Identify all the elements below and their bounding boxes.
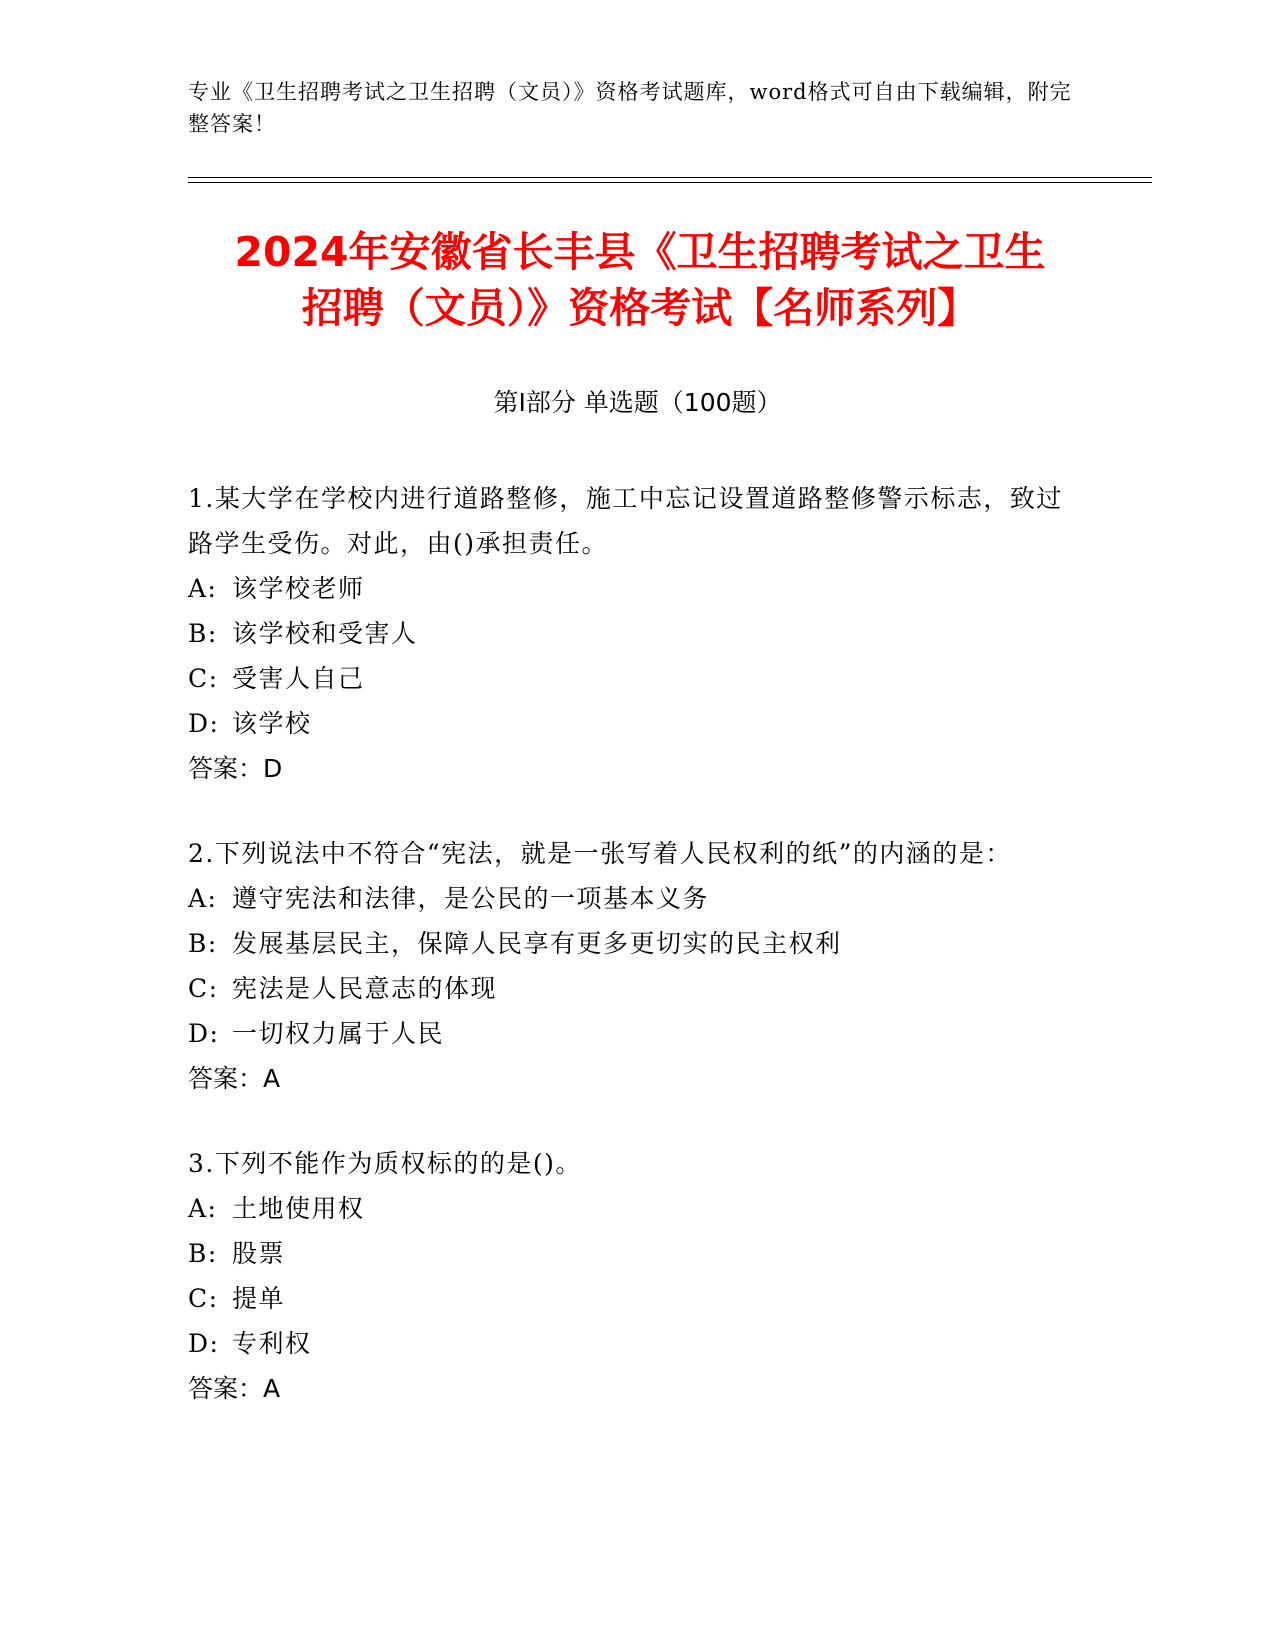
option-label: D: <box>188 1019 220 1048</box>
option-b <box>188 921 1068 966</box>
document-title <box>160 224 1120 336</box>
option-b <box>188 611 1068 656</box>
answer-line: 答案：A <box>188 1064 281 1093</box>
option-text: 一切权力属于人民 <box>232 1019 445 1048</box>
option-label: A: <box>188 574 218 603</box>
answer-line: 答案：D <box>188 754 283 783</box>
option-c <box>188 1276 1068 1321</box>
option-label: C: <box>188 974 219 1003</box>
document-title-line-1: 2024年安徽省长丰县《卫生招聘考试之卫生 <box>234 228 1046 276</box>
option-a <box>188 876 1068 921</box>
question-1 <box>188 476 1068 791</box>
option-text: 遵守宪法和法律，是公民的一项基本义务 <box>232 884 710 913</box>
option-a <box>188 1186 1068 1231</box>
option-b <box>188 1231 1068 1276</box>
question-3 <box>188 1141 1068 1411</box>
option-label: B: <box>188 929 218 958</box>
option-text: 股票 <box>232 1239 286 1268</box>
option-label: C: <box>188 664 219 693</box>
answer-line: 答案：A <box>188 1374 281 1403</box>
question-text: 1.某大学在学校内进行道路整修，施工中忘记设置道路整修警示标志，致过路学生受伤。对此，由()承担责任。 <box>188 484 1063 558</box>
option-label: B: <box>188 1239 218 1268</box>
section-title: 第Ⅰ部分 单选题（100题） <box>493 388 782 417</box>
option-text: 该学校老师 <box>232 574 365 603</box>
question-text: 2.下列说法中不符合“宪法，就是一张写着人民权利的纸”的内涵的是： <box>188 839 1012 868</box>
option-text: 提单 <box>232 1284 286 1313</box>
option-label: C: <box>188 1284 219 1313</box>
header-rule-bottom <box>188 182 1152 183</box>
option-text: 受害人自己 <box>232 664 365 693</box>
header-rule-top <box>188 177 1152 178</box>
option-label: D: <box>188 709 220 738</box>
option-label: A: <box>188 884 218 913</box>
question-text: 3.下列不能作为质权标的的是()。 <box>188 1149 582 1178</box>
document-title-line-2: 招聘（文员）》资格考试【名师系列】 <box>301 284 979 332</box>
option-a <box>188 566 1068 611</box>
question-2 <box>188 831 1068 1101</box>
option-d <box>188 1321 1068 1366</box>
option-text: 土地使用权 <box>232 1194 365 1223</box>
option-text: 该学校和受害人 <box>232 619 418 648</box>
question-list <box>188 476 1068 1451</box>
option-label: B: <box>188 619 218 648</box>
option-text: 专利权 <box>232 1329 312 1358</box>
option-text: 宪法是人民意志的体现 <box>232 974 498 1003</box>
option-label: A: <box>188 1194 218 1223</box>
option-c <box>188 656 1068 701</box>
option-text: 该学校 <box>232 709 312 738</box>
option-d <box>188 701 1068 746</box>
option-d <box>188 1011 1068 1056</box>
option-c <box>188 966 1068 1011</box>
header-note: 专业《卫生招聘考试之卫生招聘（文员）》资格考试题库，word格式可自由下载编辑，附完整答案！ <box>188 80 1072 136</box>
option-text: 发展基层民主，保障人民享有更多更切实的民主权利 <box>232 929 842 958</box>
option-label: D: <box>188 1329 220 1358</box>
